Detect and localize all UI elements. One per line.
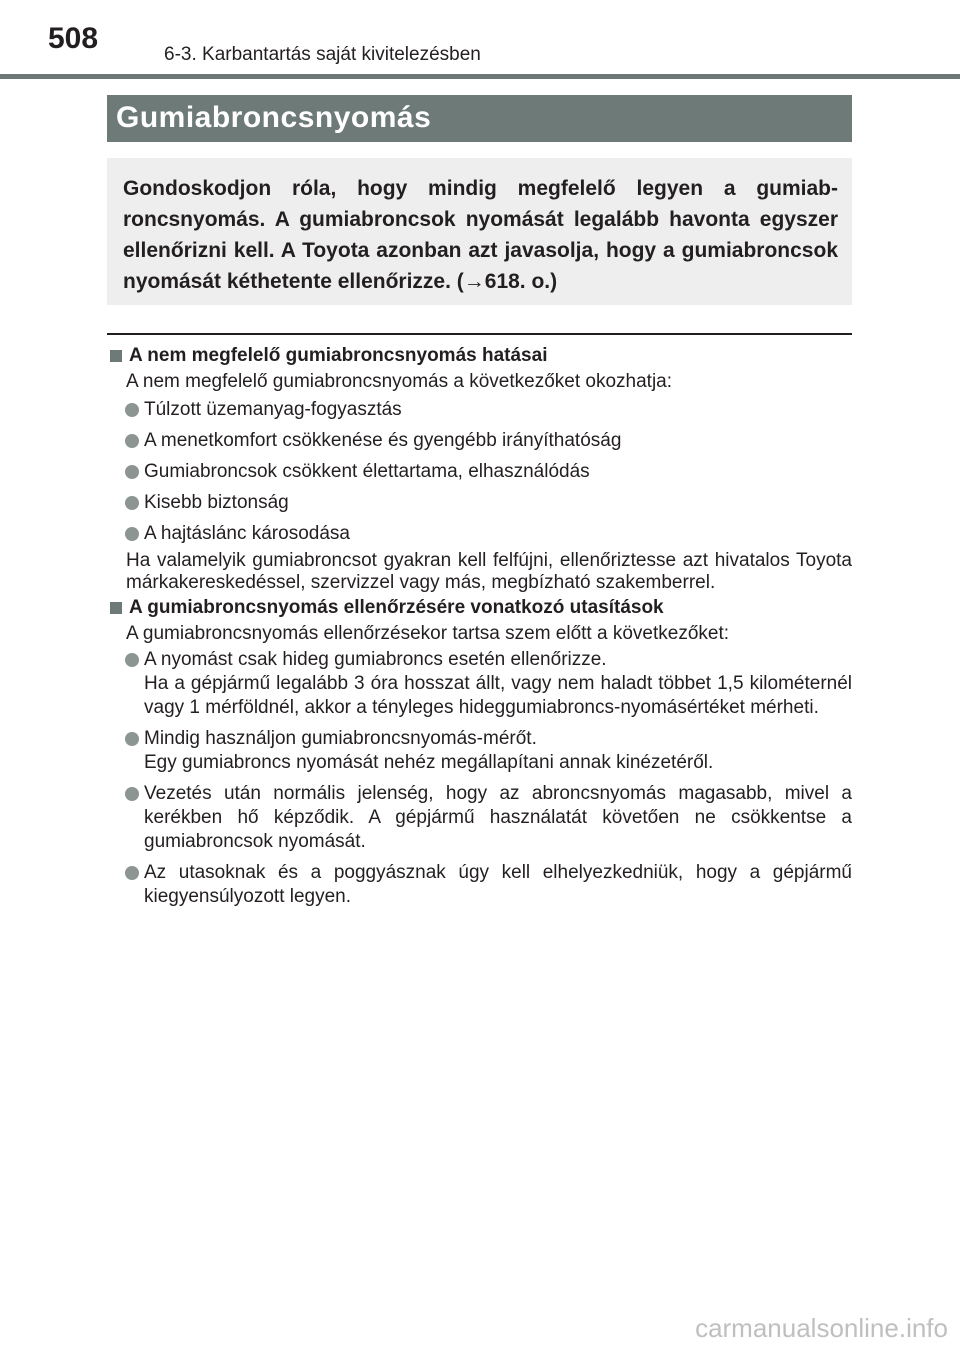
- list-item: [107, 861, 852, 909]
- list-item-text: A menetkomfort csökkenése és gyengébb irányíthatóság: [144, 430, 622, 451]
- intro-text: Gondoskodjon róla, hogy mindig megfelelő legyen a gumiabroncsnyomás. A gumiabroncsok nyomását legalább havonta egyszer ellenőrizni kell. A Toyota azonban azt javasolja, hogy a gumiabroncsok nyomását kéthetente ellenőrizze. (→618. o.): [123, 177, 838, 293]
- intro-box: [107, 158, 852, 305]
- list-item-text: Vezetés után normális jelenség, hogy az abroncsnyomás magasabb, mivel a kerékben hő képződik. A gépjármű használatát követően ne csökkentse a gumiabroncsok nyomását.: [144, 783, 852, 852]
- circle-bullet-icon: [125, 527, 139, 541]
- circle-bullet-icon: [125, 787, 139, 801]
- list-item: [107, 460, 852, 484]
- circle-bullet-icon: [125, 465, 139, 479]
- list-item-detail: Egy gumiabroncs nyomását nehéz megállapítani annak kinézetéről.: [144, 752, 714, 773]
- content: [107, 344, 852, 909]
- list-item: [107, 727, 852, 775]
- square-bullet-icon: [110, 602, 122, 614]
- section1-heading-text: A nem megfelelő gumiabroncsnyomás hatásai: [129, 345, 548, 366]
- circle-bullet-icon: [125, 496, 139, 510]
- page-title: Gumiabroncsnyomás: [116, 101, 432, 134]
- list-item-detail: Ha a gépjármű legalább 3 óra hosszat állt, vagy nem haladt többet 1,5 kilométernél vagy 1 mérföldnél, akkor a tényleges hideggumiabroncs-nyomásértéket mérheti.: [144, 673, 852, 718]
- circle-bullet-icon: [125, 732, 139, 746]
- list-item: [107, 522, 852, 546]
- section1-note: Ha valamelyik gumiabroncsot gyakran kell felfújni, ellenőriztesse azt hivatalos Toyota márkakereskedéssel, szervizzel vagy más, megbízható szakemberrel.: [126, 550, 852, 593]
- section2-heading: [107, 596, 852, 620]
- title-bar: [107, 95, 852, 142]
- circle-bullet-icon: [125, 403, 139, 417]
- section1-lead: A nem megfelelő gumiabroncsnyomás a következőket okozhatja:: [126, 371, 673, 392]
- list-item: [107, 491, 852, 515]
- list-item-text: Gumiabroncsok csökkent élettartama, elhasználódás: [144, 461, 590, 482]
- list-item-text: Túlzott üzemanyag-fogyasztás: [144, 399, 402, 420]
- watermark: carmanualsonline.info: [695, 1313, 948, 1343]
- list-item-text: Az utasoknak és a poggyásznak úgy kell elhelyezkedniük, hogy a gépjármű kiegyensúlyozott legyen.: [144, 862, 852, 907]
- list-item-text: A nyomást csak hideg gumiabroncs esetén ellenőrizze.: [144, 649, 607, 670]
- list-item-text: Mindig használjon gumiabroncsnyomás-mérőt.: [144, 728, 537, 749]
- section-header: 6-3. Karbantartás saját kivitelezésben: [164, 44, 481, 65]
- list-item: [107, 398, 852, 422]
- section1-heading: [107, 344, 852, 368]
- header-rule: [0, 74, 960, 79]
- list-item: [107, 429, 852, 453]
- page-number: 508: [48, 22, 99, 55]
- list-item-text: A hajtáslánc károsodása: [144, 523, 350, 544]
- list-item: [107, 648, 852, 720]
- square-bullet-icon: [110, 350, 122, 362]
- circle-bullet-icon: [125, 866, 139, 880]
- list-item: [107, 782, 852, 854]
- content-divider: [107, 333, 852, 335]
- section2-heading-text: A gumiabroncsnyomás ellenőrzésére vonatkozó utasítások: [129, 597, 664, 618]
- list-item-text: Kisebb biztonság: [144, 492, 289, 513]
- circle-bullet-icon: [125, 653, 139, 667]
- section2-lead: A gumiabroncsnyomás ellenőrzésekor tartsa szem előtt a következőket:: [126, 623, 730, 644]
- circle-bullet-icon: [125, 434, 139, 448]
